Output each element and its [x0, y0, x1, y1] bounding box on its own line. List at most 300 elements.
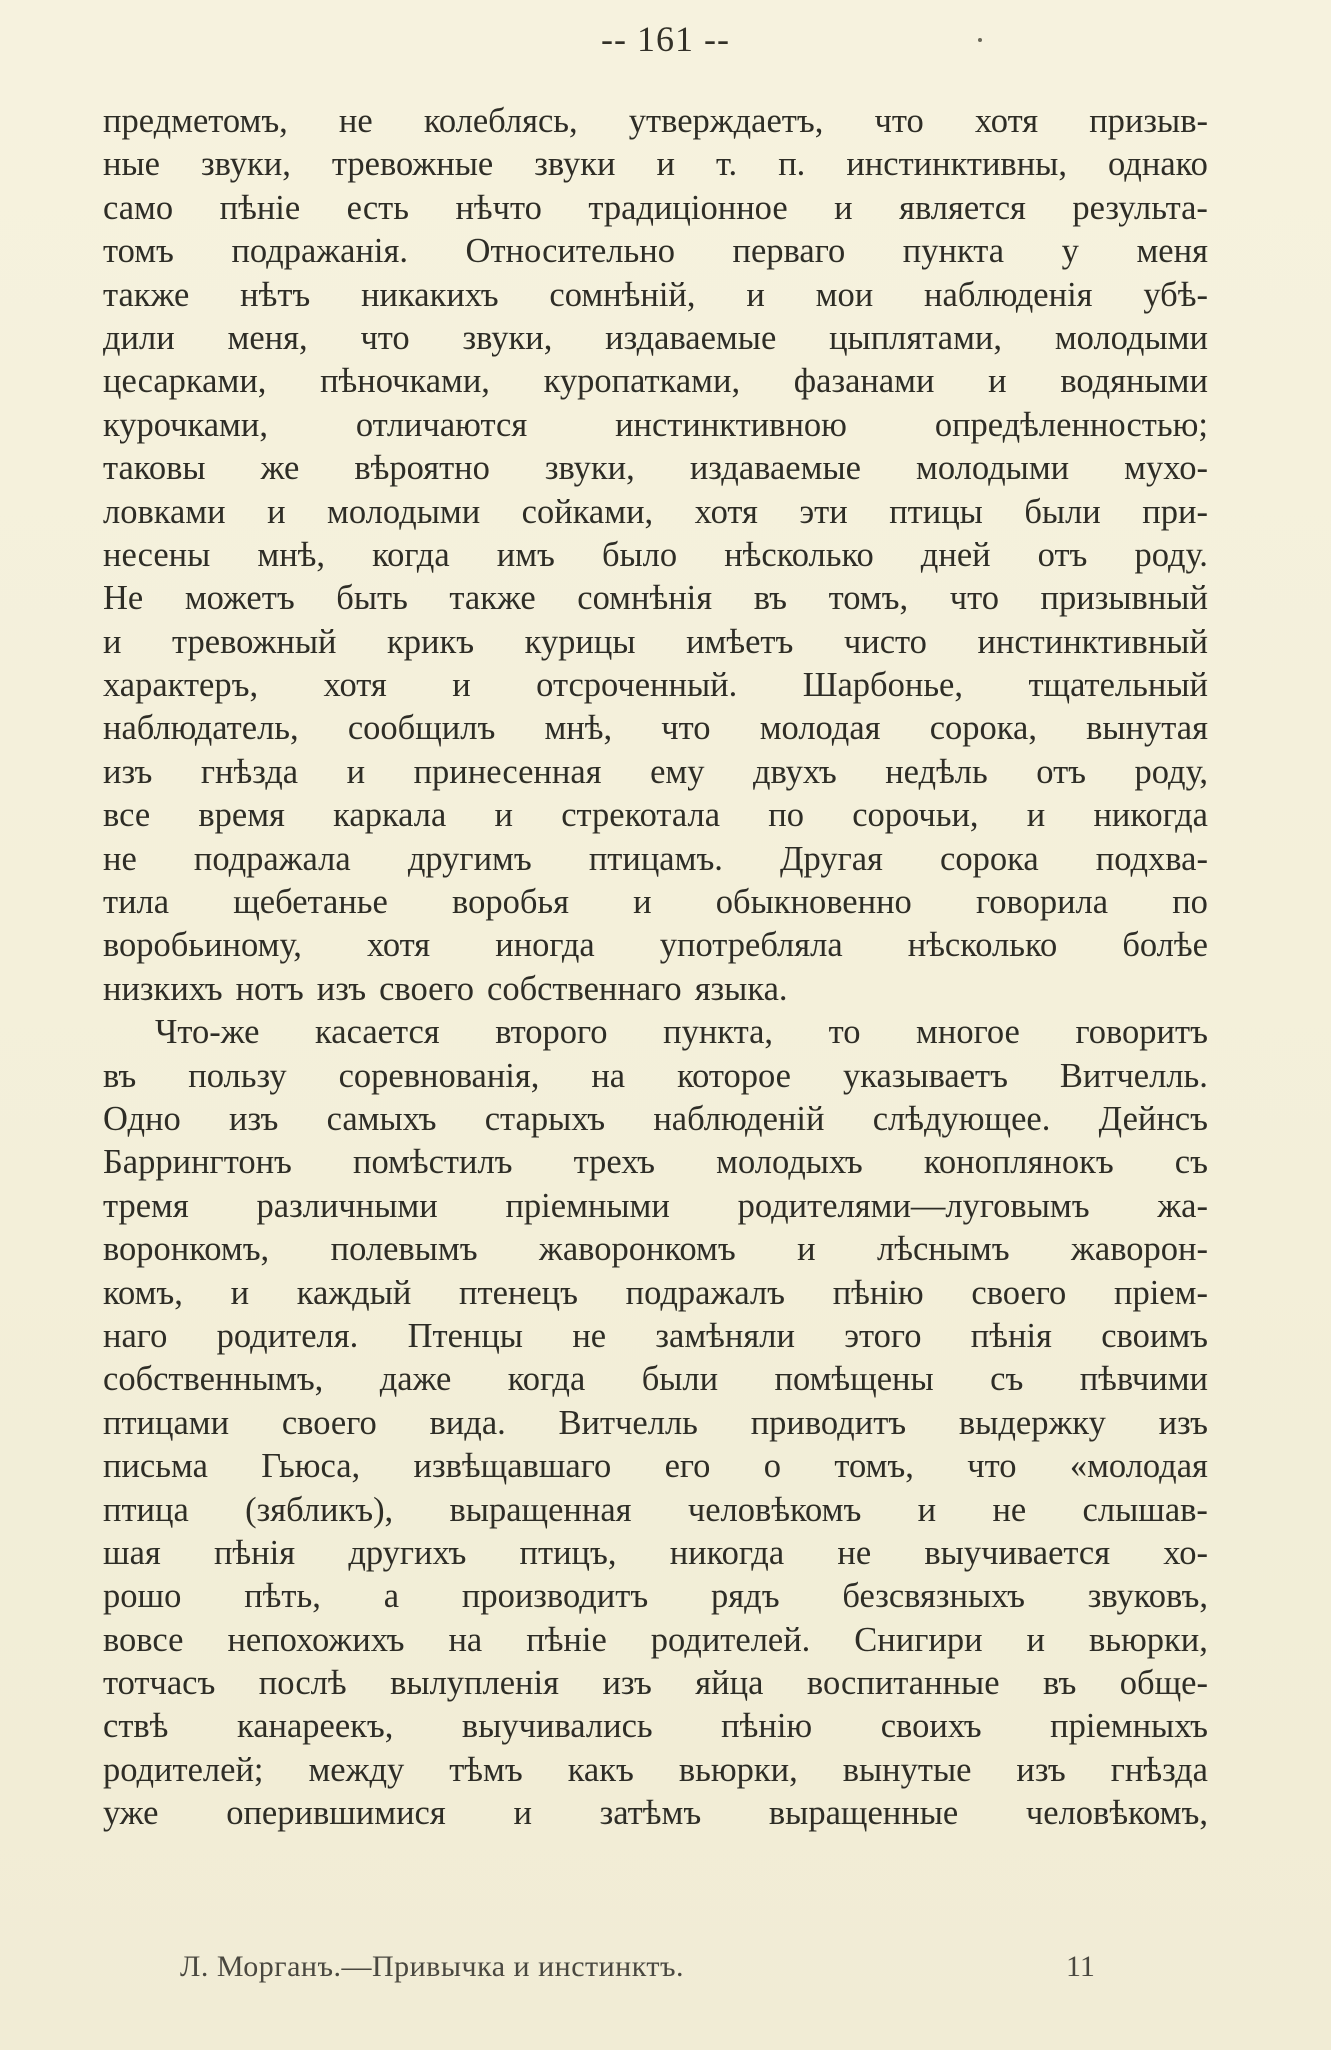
text-line	[103, 230, 1208, 273]
word: убѣ-	[1143, 275, 1208, 314]
word: многое	[916, 1013, 1020, 1052]
word: вьюрки,	[1089, 1620, 1208, 1659]
word: также	[449, 579, 536, 618]
word: пѣнію	[721, 1707, 813, 1746]
word: пѣть,	[244, 1577, 321, 1616]
word: никакихъ	[361, 275, 499, 314]
word: употребляла	[659, 926, 843, 965]
word: нѣчто	[455, 188, 542, 227]
word: на	[591, 1056, 626, 1095]
word: двухъ	[752, 752, 837, 791]
word: выдержку	[958, 1403, 1106, 1442]
paragraph	[103, 1011, 1208, 1835]
word: томъ,	[834, 1447, 914, 1486]
word: не	[103, 839, 137, 878]
text-line	[103, 143, 1208, 186]
word: иногда	[495, 926, 595, 965]
text-line	[103, 838, 1208, 881]
word: родителя.	[216, 1316, 359, 1355]
word: не	[338, 102, 373, 140]
word: родителей;	[103, 1750, 264, 1789]
word: родителями—луговымъ	[737, 1186, 1090, 1225]
word: роду,	[1134, 752, 1208, 791]
word: то	[828, 1013, 861, 1052]
text-line	[103, 491, 1208, 534]
word: молодыми	[327, 492, 481, 531]
word: имъ	[496, 535, 555, 574]
word: рошо	[103, 1577, 182, 1616]
text-line	[103, 924, 1208, 967]
word: и	[452, 666, 471, 705]
word: въ	[1043, 1664, 1077, 1703]
word: его	[664, 1447, 711, 1486]
word: различными	[256, 1186, 438, 1225]
text-line	[103, 447, 1208, 490]
word: несены	[103, 535, 211, 574]
word: птицами	[103, 1403, 230, 1442]
word: наблюденія	[924, 275, 1093, 314]
word: по	[768, 796, 804, 835]
word: Дейнсъ	[1098, 1099, 1208, 1138]
word: выращенные	[768, 1794, 959, 1833]
word: этого	[844, 1316, 922, 1355]
word: гнѣзда	[200, 752, 299, 791]
word: нѣсколько	[907, 926, 1058, 965]
word: что	[874, 102, 924, 140]
word: звуки	[534, 145, 616, 184]
word: нотъ	[235, 969, 304, 1008]
word: въ	[103, 1056, 137, 1095]
word: и	[834, 188, 853, 227]
word: яйца	[695, 1664, 764, 1703]
word: сообщилъ	[347, 709, 496, 748]
word: курочками,	[103, 405, 268, 444]
word: сорока,	[929, 709, 1037, 748]
text-line	[103, 1315, 1208, 1358]
word: птица	[103, 1490, 189, 1529]
text-line	[103, 360, 1208, 403]
text-line	[103, 404, 1208, 447]
word: есть	[346, 188, 409, 227]
word: письма	[103, 1447, 208, 1486]
word: замѣняли	[655, 1316, 795, 1355]
word: подражалъ	[625, 1273, 785, 1312]
word: щебетанье	[233, 883, 388, 922]
word: звуки,	[544, 449, 635, 488]
word: трехъ	[573, 1143, 656, 1182]
word: на	[448, 1620, 483, 1659]
word: птицъ,	[519, 1533, 617, 1572]
word: тщательный	[1028, 666, 1208, 705]
word: результа-	[1072, 188, 1208, 227]
word: колеблясь,	[423, 102, 578, 140]
word: соревнованія,	[338, 1056, 540, 1095]
word: воробья	[452, 883, 569, 922]
word: съ	[1174, 1143, 1208, 1182]
print-speck	[978, 38, 982, 42]
word: издаваемые	[689, 449, 861, 488]
word: жа-	[1157, 1186, 1208, 1225]
text-line	[103, 1575, 1208, 1618]
word: пріем-	[1114, 1273, 1208, 1312]
word: своихъ	[880, 1707, 982, 1746]
word: каждый	[296, 1273, 412, 1312]
word: по	[1172, 883, 1208, 922]
word: изъ	[229, 1099, 279, 1138]
word: что	[661, 709, 711, 748]
word: подражала	[193, 839, 351, 878]
text-line	[103, 1402, 1208, 1445]
text-line	[103, 1272, 1208, 1315]
word: и	[103, 622, 122, 661]
word: уже	[103, 1794, 159, 1833]
word: Витчелль.	[1059, 1056, 1208, 1095]
text-line	[103, 1185, 1208, 1228]
word: имѣетъ	[686, 622, 794, 661]
word: когда	[507, 1360, 586, 1399]
word: и	[1026, 1620, 1046, 1659]
text-line	[103, 664, 1208, 707]
word: звуковъ,	[1087, 1577, 1208, 1616]
word: обыкновенно	[715, 883, 912, 922]
text-line	[103, 577, 1208, 620]
word: каркала	[333, 796, 447, 835]
word: опредѣленностью;	[934, 405, 1208, 444]
word: Баррингтонъ	[103, 1143, 292, 1182]
word: курицы	[524, 622, 636, 661]
word: молодыми	[915, 449, 1070, 488]
word: «молодая	[1069, 1447, 1208, 1486]
word: эти	[799, 492, 848, 531]
word: коноплянокъ	[923, 1143, 1114, 1182]
word: пѣніе	[219, 188, 301, 227]
word: сомнѣній,	[549, 275, 696, 314]
word: таковы	[103, 449, 206, 488]
word: не	[572, 1316, 607, 1355]
word: были	[1024, 492, 1101, 531]
word: перваго	[732, 232, 846, 271]
word: у	[1061, 232, 1079, 271]
text-line	[103, 1445, 1208, 1488]
word: человѣкомъ	[687, 1490, 862, 1529]
word: и	[656, 145, 675, 184]
word: п.	[778, 145, 806, 184]
word: утверждаетъ,	[628, 102, 824, 140]
page-number: -- 161 --	[601, 19, 730, 59]
word: было	[601, 535, 678, 574]
word: же	[260, 449, 300, 488]
text-line	[103, 707, 1208, 750]
word: все	[103, 796, 151, 835]
word: старыхъ	[484, 1099, 606, 1138]
word: вьюрки,	[678, 1750, 798, 1789]
word: приводитъ	[750, 1403, 907, 1442]
word: второго	[495, 1013, 608, 1052]
word: воронкомъ,	[103, 1230, 270, 1269]
word: непохожихъ	[227, 1620, 405, 1659]
word: хо-	[1163, 1533, 1208, 1572]
text-line	[103, 1532, 1208, 1575]
word: издаваемые	[605, 318, 777, 357]
text-line	[103, 100, 1208, 143]
word: является	[899, 188, 1026, 227]
word: слѣдующее.	[872, 1099, 1051, 1138]
word: вовсе	[103, 1620, 184, 1659]
word: послѣ	[258, 1664, 347, 1703]
word: само	[103, 188, 174, 227]
word: и	[797, 1230, 816, 1269]
word: птенецъ	[459, 1273, 578, 1312]
word: ные	[103, 145, 160, 184]
word: безсвязныхъ	[842, 1577, 1025, 1616]
word: ему	[650, 752, 705, 791]
word: призыв-	[1089, 102, 1208, 140]
text-line	[103, 968, 1208, 1011]
word: съ	[990, 1360, 1024, 1399]
word: дней	[920, 535, 991, 574]
word: что	[360, 318, 410, 357]
word: пользу	[188, 1056, 287, 1095]
word: не	[837, 1533, 872, 1572]
word: звуки,	[462, 318, 553, 357]
word: мои	[815, 275, 874, 314]
word: воспитанные	[806, 1664, 1000, 1703]
word: куропатками,	[543, 362, 741, 401]
word: а	[383, 1577, 400, 1616]
word: низкихъ	[103, 969, 223, 1008]
word: собственнаго	[487, 969, 682, 1008]
word: и	[1026, 796, 1046, 835]
word: лѣснымъ	[877, 1230, 1010, 1269]
word: томъ	[103, 232, 174, 271]
word: молодая	[759, 709, 881, 748]
word: водяными	[1060, 362, 1208, 401]
word: рядъ	[711, 1577, 780, 1616]
word: между	[308, 1750, 405, 1789]
word: и	[746, 275, 765, 314]
word: вылупленія	[390, 1664, 559, 1703]
word: оперившимися	[226, 1794, 446, 1833]
word: стрекотала	[561, 796, 721, 835]
word: роду.	[1134, 535, 1208, 574]
word: своего	[971, 1273, 1067, 1312]
word: слышав-	[1082, 1490, 1208, 1529]
word: хотя	[694, 492, 758, 531]
word: другимъ	[407, 839, 532, 878]
word: время	[198, 796, 285, 835]
word: собственнымъ,	[103, 1360, 324, 1399]
word: что	[967, 1447, 1017, 1486]
word: производитъ	[461, 1577, 649, 1616]
text-line	[103, 1705, 1208, 1748]
word: отличаются	[355, 405, 528, 444]
word: подхва-	[1095, 839, 1208, 878]
word: обще-	[1119, 1664, 1208, 1703]
word: Шарбонье,	[802, 666, 963, 705]
word: жаворон-	[1071, 1230, 1208, 1269]
word: изъ	[1158, 1403, 1208, 1442]
word: призывный	[1040, 579, 1208, 618]
word: отсроченный.	[536, 666, 738, 705]
word: пѣніе	[526, 1620, 607, 1659]
text-line	[103, 274, 1208, 317]
text-line	[103, 621, 1208, 664]
body-text	[103, 100, 1208, 1836]
word: изъ	[602, 1664, 652, 1703]
word: молодыми	[1054, 318, 1208, 357]
word: птицамъ.	[588, 839, 723, 878]
word: Витчелль	[558, 1403, 698, 1442]
word: отъ	[1036, 752, 1086, 791]
text-line	[103, 1662, 1208, 1705]
word: вида.	[429, 1403, 506, 1442]
word: что	[949, 579, 999, 618]
word: и	[633, 883, 652, 922]
word: Одно	[103, 1099, 181, 1138]
word: говоритъ	[1075, 1013, 1208, 1052]
text-line	[103, 1749, 1208, 1792]
word: тила	[103, 883, 170, 922]
word: и	[917, 1490, 937, 1529]
word: Снигири	[854, 1620, 983, 1659]
word: хотя	[974, 102, 1039, 140]
word: чисто	[843, 622, 927, 661]
word: изъ	[1016, 1750, 1066, 1789]
word: крикъ	[387, 622, 475, 661]
word: другихъ	[348, 1533, 467, 1572]
word: своимъ	[1101, 1316, 1208, 1355]
word: изъ	[103, 752, 153, 791]
text-line	[103, 1358, 1208, 1401]
word: тѣмъ	[449, 1750, 523, 1789]
word: инстинктивны,	[846, 145, 1067, 184]
text-line	[103, 881, 1208, 924]
word: вѣроятно	[354, 449, 490, 488]
word: пункта,	[663, 1013, 774, 1052]
text-line	[103, 1619, 1208, 1662]
word: также	[103, 275, 190, 314]
word: традиціонное	[588, 188, 788, 227]
word: хотя	[323, 666, 387, 705]
word: помѣщены	[774, 1360, 934, 1399]
word: даже	[379, 1360, 452, 1399]
word: Гьюса,	[261, 1447, 361, 1486]
word: Не	[103, 579, 144, 618]
word: шая	[103, 1533, 161, 1572]
word: наблюдатель,	[103, 709, 299, 748]
text-line	[103, 534, 1208, 577]
word: недѣль	[885, 752, 988, 791]
word: никогда	[669, 1533, 785, 1572]
word: и	[346, 752, 366, 791]
word: быть	[336, 579, 408, 618]
word: пріемными	[505, 1186, 670, 1225]
word: были	[641, 1360, 719, 1399]
word: затѣмъ	[599, 1794, 702, 1833]
word: наго	[103, 1316, 168, 1355]
word: нѣсколько	[724, 535, 874, 574]
word: хотя	[366, 926, 431, 965]
word: извѣщавшаго	[413, 1447, 612, 1486]
word: о	[763, 1447, 782, 1486]
word: какъ	[567, 1750, 634, 1789]
word: ствѣ	[103, 1707, 169, 1746]
word: выучивались	[461, 1707, 653, 1746]
word: пѣнія	[213, 1533, 296, 1572]
word: Другая	[780, 839, 883, 878]
word: говорила	[975, 883, 1109, 922]
word: можетъ	[184, 579, 295, 618]
word: указываетъ	[842, 1056, 1008, 1095]
text-line	[103, 1792, 1208, 1835]
word: пѣнія	[970, 1316, 1052, 1355]
word: пѣвчими	[1079, 1360, 1208, 1399]
footer-signature: Л. Морганъ.—Привычка и инстинктъ.	[180, 1950, 685, 1983]
word: подражанія.	[231, 232, 408, 271]
word: когда	[372, 535, 450, 574]
word: полевымъ	[330, 1230, 478, 1269]
word: сорочьи,	[852, 796, 979, 835]
word: томъ,	[828, 579, 909, 618]
word: Что-же	[155, 1013, 260, 1052]
word: однако	[1108, 145, 1208, 184]
word: своего	[379, 969, 474, 1008]
word: Птенцы	[407, 1316, 523, 1355]
word: и	[267, 492, 286, 531]
footer-sheet-number: 11	[1066, 1950, 1095, 1983]
word: предметомъ,	[103, 102, 288, 140]
word: принесенная	[413, 752, 602, 791]
word: вынутые	[842, 1750, 972, 1789]
word: языка.	[694, 969, 788, 1008]
text-line	[103, 1489, 1208, 1532]
word: ловками	[103, 492, 226, 531]
word: пункта	[902, 232, 1005, 271]
word: сойками,	[521, 492, 654, 531]
word: вынутая	[1086, 709, 1208, 748]
word: болѣе	[1122, 926, 1208, 965]
word: которое	[677, 1056, 791, 1095]
word: и	[230, 1273, 250, 1312]
word: звуки,	[201, 145, 291, 184]
word: касается	[315, 1013, 440, 1052]
word: никогда	[1093, 796, 1208, 835]
word: инстинктивною	[615, 405, 847, 444]
word: отъ	[1037, 535, 1088, 574]
word: меня	[1136, 232, 1208, 271]
word: человѣкомъ,	[1025, 1794, 1208, 1833]
word: при-	[1142, 492, 1208, 531]
word: пѣнію	[832, 1273, 924, 1312]
text-line	[103, 751, 1208, 794]
word: гнѣзда	[1110, 1750, 1208, 1789]
word: сорока	[940, 839, 1039, 878]
word: тремя	[103, 1186, 189, 1225]
word: своего	[281, 1403, 377, 1442]
word: и	[513, 1794, 532, 1833]
text-line	[103, 317, 1208, 360]
word: и	[988, 362, 1007, 401]
word: въ	[753, 579, 788, 618]
word: птицы	[889, 492, 983, 531]
word: инстинктивный	[977, 622, 1208, 661]
word: воробьиному,	[103, 926, 302, 965]
word: не	[992, 1490, 1027, 1529]
word: тревожный	[172, 622, 337, 661]
word: наблюденій	[653, 1099, 825, 1138]
word: родителей.	[650, 1620, 811, 1659]
word: самыхъ	[326, 1099, 437, 1138]
